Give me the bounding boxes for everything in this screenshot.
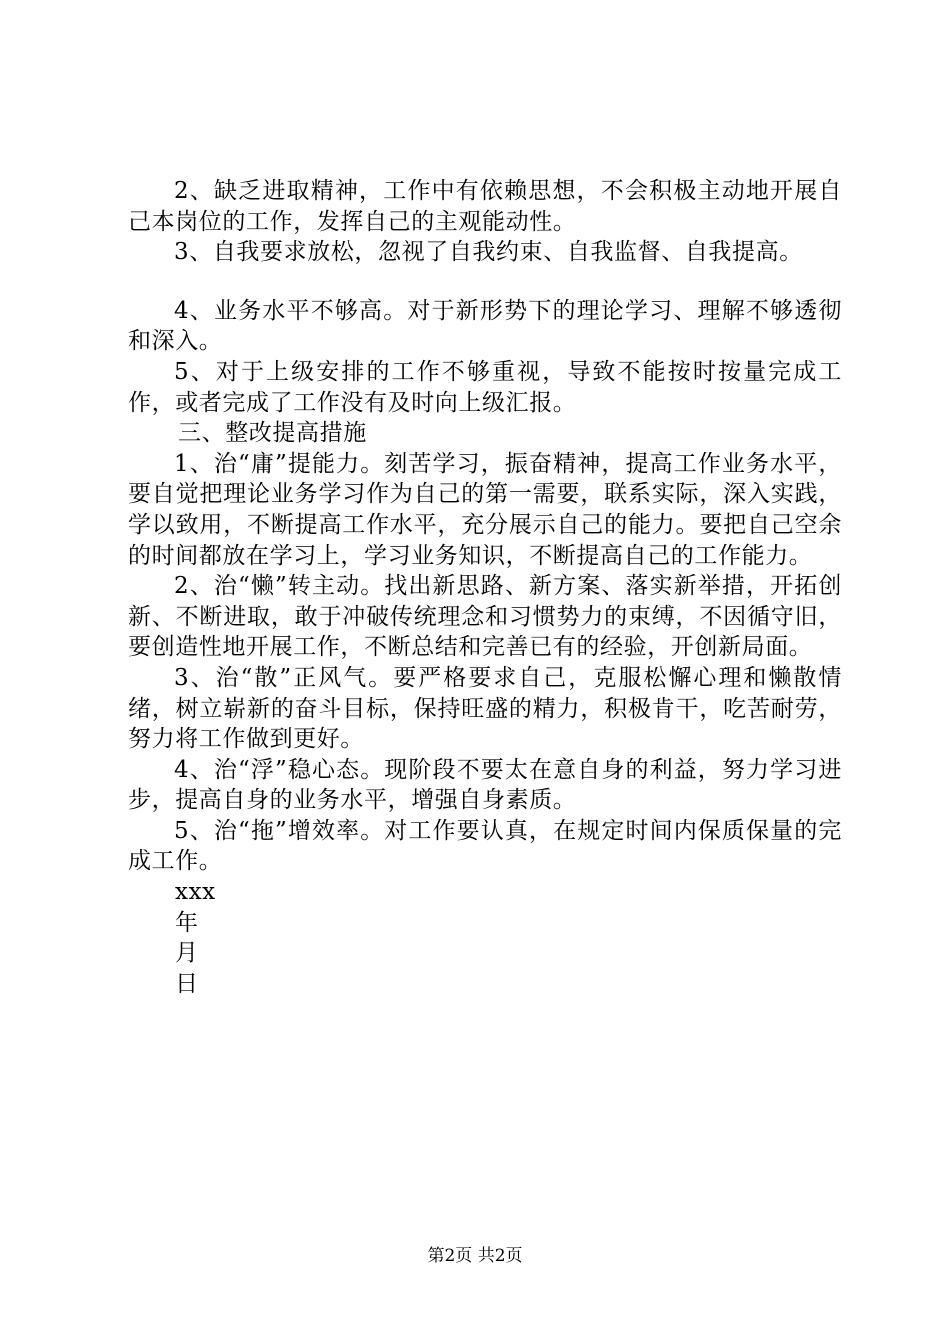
signature-year: 年: [175, 909, 199, 936]
signature-day: 日: [175, 970, 199, 997]
signature-month: 月: [175, 940, 199, 967]
measure-paragraph-4: 4、治“浮”稳心态。现阶段不要太在意自身的利益，努力学习进步，提高自身的业务水平，增强自身素质。: [128, 756, 842, 814]
measure-paragraph-5: 5、治“拖”增效率。对工作要认真，在规定时间内保质保量的完成工作。: [128, 817, 842, 875]
problem-paragraph-3: 3、自我要求放松，忽视了自我约束、自我监督、自我提高。: [174, 239, 803, 266]
document-body: [128, 176, 842, 999]
page-footer: 第2页 共2页: [427, 1246, 523, 1266]
measure-paragraph-2: 2、治“懒”转主动。找出新思路、新方案、落实新举措，开拓创新、不断进取，敢于冲破传统理念和习惯势力的束缚，不因循守旧，要创造性地开展工作，不断总结和完善已有的经验，开创新局面。: [128, 573, 842, 661]
measure-paragraph-3: 3、治“散”正风气。要严格要求自己，克服松懈心理和懒散情绪，树立崭新的奋斗目标，保持旺盛的精力，积极肯干，吃苦耐劳，努力将工作做到更好。: [128, 664, 842, 753]
problem-paragraph-4: 4、业务水平不够高。对于新形势下的理论学习、理解不够透彻和深入。: [128, 297, 842, 355]
section-heading: 三、整改提高措施: [178, 420, 367, 447]
signature-name: xxx: [175, 879, 216, 906]
problem-paragraph-2: 2、缺乏进取精神，工作中有依赖思想，不会积极主动地开展自己本岗位的工作，发挥自己的主观能动性。: [128, 178, 842, 235]
measure-paragraph-1: 1、治“庸”提能力。刻苦学习，振奋精神，提高工作业务水平，要自觉把理论业务学习作为自己的第一需要，联系实际，深入实践，学以致用，不断提高工作水平，充分展示自己的能力。要把自己空余的时间都放在学习上，学习业务知识，不断提高自己的工作能力。: [128, 450, 842, 569]
problem-paragraph-5: 5、对于上级安排的工作不够重视，导致不能按时按量完成工作，或者完成了工作没有及时向上级汇报。: [128, 358, 842, 416]
